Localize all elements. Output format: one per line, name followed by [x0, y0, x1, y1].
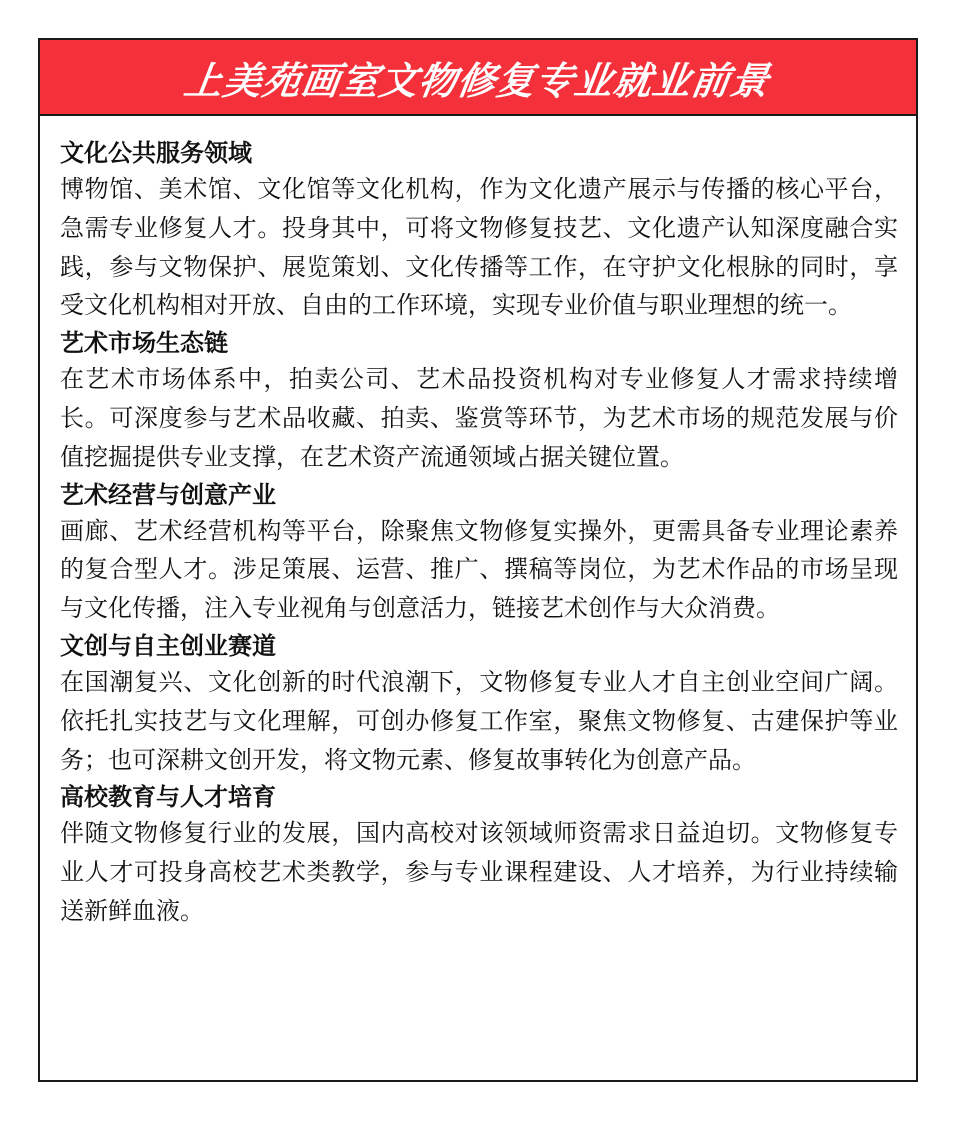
content-body: [40, 116, 916, 931]
section-body: 画廊、艺术经营机构等平台，除聚焦文物修复实操外，更需具备专业理论素养的复合型人才。涉足策展、运营、推广、撰稿等岗位，为艺术作品的市场呈现与文化传播，注入专业视角与创意活力，链接艺术创作与大众消费。: [60, 516, 898, 623]
section-heading: 艺术市场生态链: [60, 329, 228, 358]
section-art-business: [60, 478, 898, 628]
page-title: 上美苑画室文物修复专业就业前景: [181, 58, 774, 103]
section-heading: 文创与自主创业赛道: [60, 631, 276, 660]
section-heading: 艺术经营与创意产业: [60, 480, 276, 509]
section-body: 伴随文物修复行业的发展，国内高校对该领域师资需求日益迫切。文物修复专业人才可投身高校艺术类教学，参与专业课程建设、人才培养，为行业持续输送新鲜血液。: [60, 819, 898, 925]
section-heading: 文化公共服务领域: [60, 139, 252, 167]
title-banner: [40, 40, 916, 116]
section-public-service: [60, 136, 898, 325]
section-art-market: [60, 326, 898, 476]
section-body: 在艺术市场体系中，拍卖公司、艺术品投资机构对专业修复人才需求持续增长。可深度参与艺术品收藏、拍卖、鉴赏等环节，为艺术市场的规范发展与价值挖掘提供专业支撑，在艺术资产流通领域占据关键位置。: [60, 365, 898, 471]
section-entrepreneurship: [60, 629, 898, 779]
section-heading: 高校教育与人才培育: [60, 783, 276, 812]
section-body: 在国潮复兴、文化创新的时代浪潮下，文物修复专业人才自主创业空间广阔。依托扎实技艺与文化理解，可创办修复工作室，聚焦文物修复、古建保护等业务；也可深耕文创开发，将文物元素、修复故事转化为创意产品。: [60, 667, 898, 774]
section-education: [60, 780, 898, 930]
content-card: [38, 38, 918, 1082]
section-body: 博物馆、美术馆、文化馆等文化机构，作为文化遗产展示与传播的核心平台，急需专业修复人才。投身其中，可将文物修复技艺、文化遗产认知深度融合实践，参与文物保护、展览策划、文化传播等工作，在守护文化根脉的同时，享受文化机构相对开放、自由的工作环境，实现专业价值与职业理想的统一。: [60, 175, 898, 320]
